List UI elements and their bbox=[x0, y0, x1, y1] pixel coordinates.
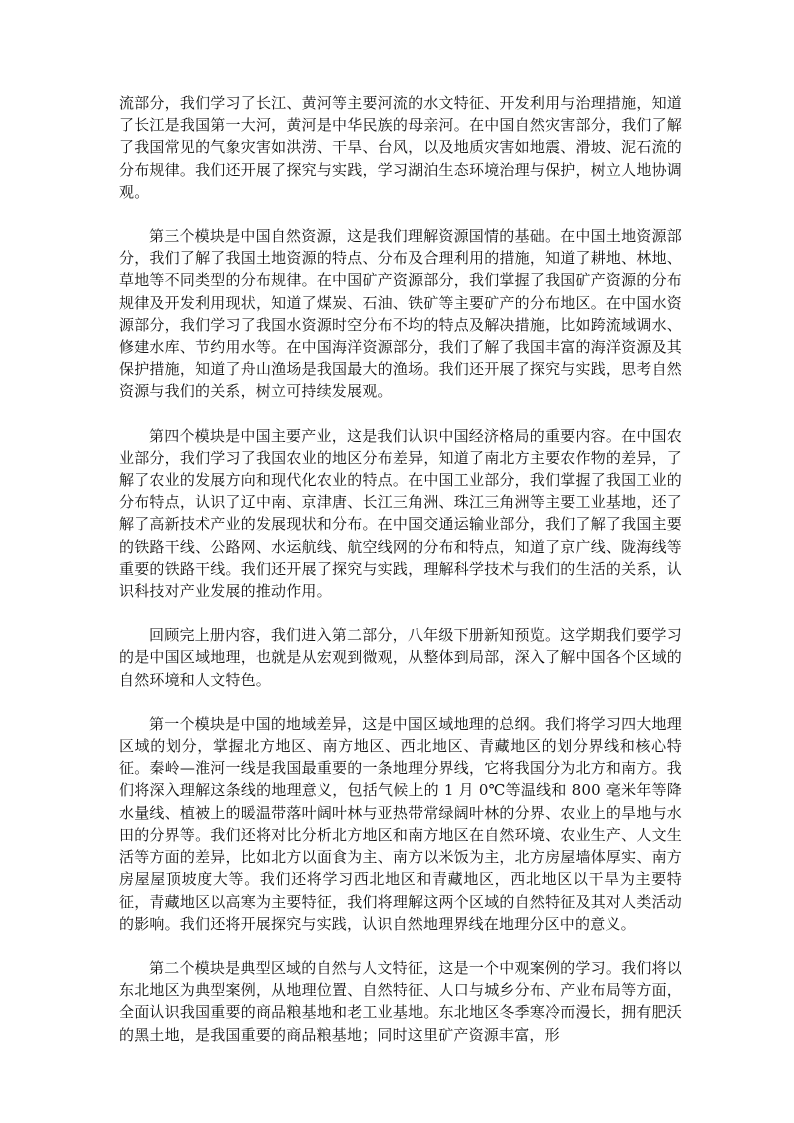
paragraph-2: 第三个模块是中国自然资源，这是我们理解资源国情的基础。在中国土地资源部分，我们了解了我国土地资源的特点、分布及合理利用的措施，知道了耕地、林地、草地等不同类型的分布规律。在中国矿产资源部分，我们掌握了我国矿产资源的分布规律及开发利用现状，知道了煤炭、石油、铁矿等主要矿产的分布地区。在中国水资源部分，我们学习了我国水资源时空分布不均的特点及解决措施，比如跨流域调水、修建水库、节约用水等。在中国海洋资源部分，我们了解了我国丰富的海洋资源及其保护措施，知道了舟山渔场是我国最大的渔场。我们还开展了探究与实践，思考自然资源与我们的关系，树立可持续发展观。 bbox=[119, 227, 682, 401]
paragraph-4: 回顾完上册内容，我们进入第二部分，八年级下册新知预览。这学期我们要学习的是中国区域地理，也就是从宏观到微观，从整体到局部，深入了解中国各个区域的自然环境和人文特色。 bbox=[119, 626, 682, 689]
paragraph-1: 流部分，我们学习了长江、黄河等主要河流的水文特征、开发利用与治理措施，知道了长江是我国第一大河，黄河是中华民族的母亲河。在中国自然灾害部分，我们了解了我国常见的气象灾害如洪涝、干旱、台风，以及地质灾害如地震、滑坡、泥石流的分布规律。我们还开展了探究与实践，学习湖泊生态环境治理与保护，树立人地协调观。 bbox=[119, 94, 682, 201]
paragraph-6: 第二个模块是典型区域的自然与人文特征，这是一个中观案例的学习。我们将以东北地区为典型案例，从地理位置、自然特征、人口与城乡分布、产业布局等方面，全面认识我国重要的商品粮基地和老工业基地。东北地区冬季寒冷而漫长，拥有肥沃的黑土地，是我国重要的商品粮基地；同时这里矿产资源丰富，形 bbox=[119, 958, 682, 1044]
document-body bbox=[119, 92, 682, 1046]
paragraph-3: 第四个模块是中国主要产业，这是我们认识中国经济格局的重要内容。在中国农业部分，我们学习了我国农业的地区分布差异，知道了南北方主要农作物的差异，了解了农业的发展方向和现代化农业的特点。在中国工业部分，我们掌握了我国工业的分布特点，认识了辽中南、京津唐、长江三角洲、珠江三角洲等主要工业基地，还了解了高新技术产业的发展现状和分布。在中国交通运输业部分，我们了解了我国主要的铁路干线、公路网、水运航线、航空线网的分布和特点，知道了京广线、陇海线等重要的铁路干线。我们还开展了探究与实践，理解科学技术与我们的生活的关系，认识科技对产业发展的推动作用。 bbox=[119, 426, 682, 601]
paragraph-5: 第一个模块是中国的地域差异，这是中国区域地理的总纲。我们将学习四大地理区域的划分，掌握北方地区、南方地区、西北地区、青藏地区的划分界线和核心特征。秦岭—淮河一线是我国最重要的一条地理分界线，它将我国分为北方和南方。我们将深入理解这条线的地理意义，包括气候上的 1 月 0℃等温线和 800 毫米年等降水量线、植被上的暖温带落叶阔叶林与亚热带常绿阔叶林的分界、农业上的旱地与水田的分界等。我们还将对比分析北方地区和南方地区在自然环境、农业生产、人文生活等方面的差异，比如北方以面食为主、南方以米饭为主，北方房屋墙体厚实、南方房屋屋顶坡度大等。我们还将学习西北地区和青藏地区，西北地区以干旱为主要特征，青藏地区以高寒为主要特征，我们将理解这两个区域的自然特征及其对人类活动的影响。我们还将开展探究与实践，认识自然地理界线在地理分区中的意义。 bbox=[119, 714, 682, 933]
